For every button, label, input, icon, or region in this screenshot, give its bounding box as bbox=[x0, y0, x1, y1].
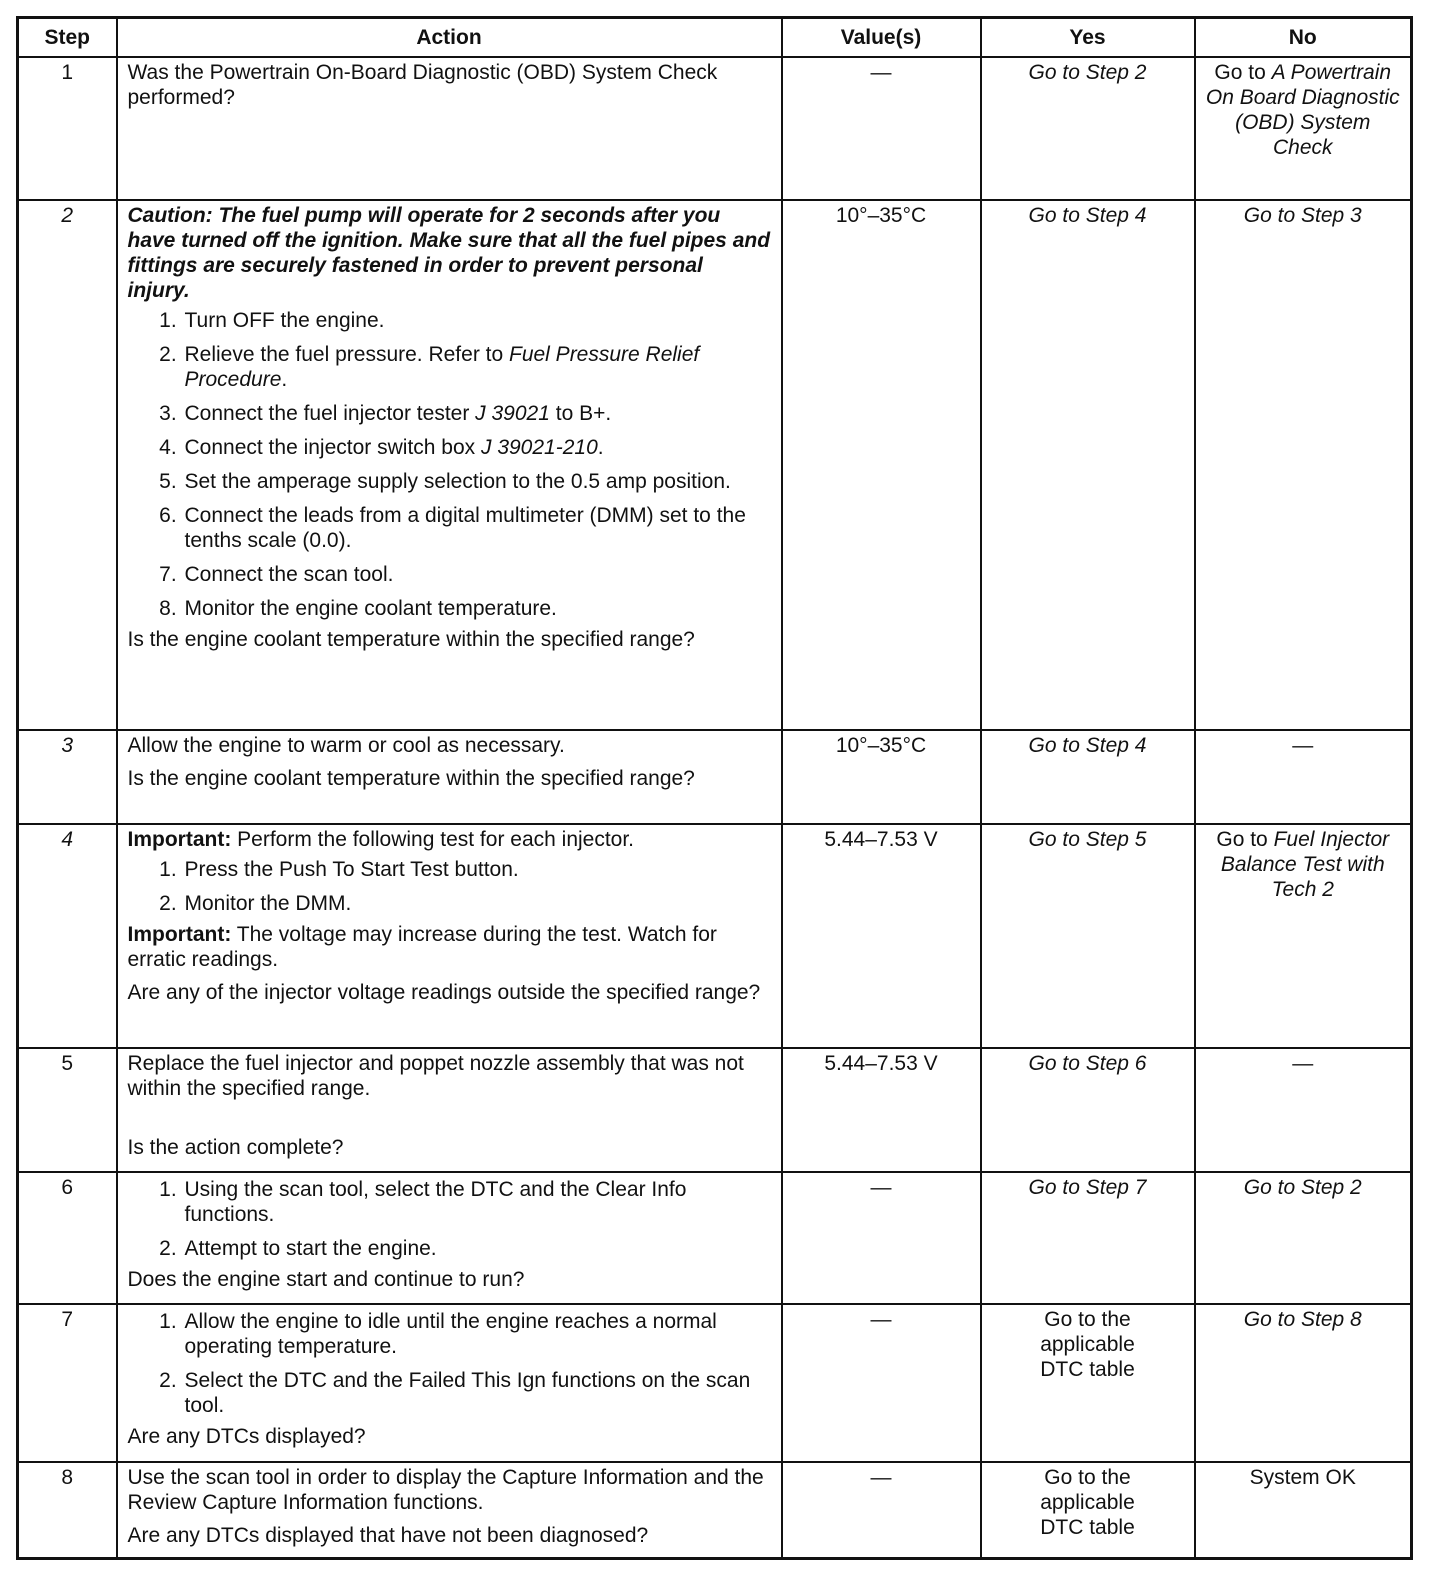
list-item: 5. Set the amperage supply selection to the 0.5 amp position. bbox=[183, 469, 771, 494]
value-cell: — bbox=[782, 1304, 981, 1462]
question-text: Are any DTCs displayed that have not been diagnosed? bbox=[127, 1524, 649, 1547]
step-number: 4 bbox=[18, 824, 117, 1048]
step-number: 6 bbox=[18, 1172, 117, 1304]
action-cell bbox=[117, 1172, 782, 1304]
list-item: 2. Relieve the fuel pressure. Refer to Fuel Pressure Relief Procedure. bbox=[183, 342, 771, 392]
table-row bbox=[18, 1462, 1412, 1558]
procedure-list bbox=[128, 308, 771, 621]
table-row bbox=[18, 1172, 1412, 1304]
header-step: Step bbox=[18, 18, 117, 58]
action-text: Was the Powertrain On-Board Diagnostic (OBD) System Check performed? bbox=[127, 61, 718, 109]
value-cell: — bbox=[782, 57, 981, 200]
no-reference: Fuel Injector Balance Test with Tech 2 bbox=[1220, 828, 1390, 901]
table-row bbox=[18, 824, 1412, 1048]
yes-cell: Go to the applicable DTC table bbox=[981, 1462, 1195, 1558]
step-number: 3 bbox=[18, 730, 117, 824]
procedure-list bbox=[128, 857, 771, 916]
list-item: 7. Connect the scan tool. bbox=[183, 562, 771, 587]
header-action: Action bbox=[117, 18, 782, 58]
step-number: 8 bbox=[18, 1462, 117, 1558]
action-text: Replace the fuel injector and poppet nozzle assembly that was not within the specified range. bbox=[127, 1052, 744, 1100]
yes-cell: Go to Step 5 bbox=[981, 824, 1195, 1048]
action-cell bbox=[117, 1462, 782, 1558]
step-number: 2 bbox=[18, 200, 117, 730]
list-item: 1. Allow the engine to idle until the engine reaches a normal operating temperature. bbox=[183, 1309, 771, 1359]
header-yes: Yes bbox=[981, 18, 1195, 58]
header-row bbox=[18, 18, 1412, 58]
no-cell bbox=[1195, 57, 1412, 200]
caution-text: Caution: The fuel pump will operate for 2 seconds after you have turned off the ignition. Make sure that all the fuel pipes and fittings are securely fastened in order to prevent personal injury. bbox=[127, 204, 771, 302]
header-values: Value(s) bbox=[782, 18, 981, 58]
table-row bbox=[18, 1048, 1412, 1172]
list-item: 2. Attempt to start the engine. bbox=[183, 1236, 771, 1261]
question-text: Are any DTCs displayed? bbox=[127, 1425, 366, 1448]
table-row bbox=[18, 730, 1412, 824]
value-cell: 10°–35°C bbox=[782, 730, 981, 824]
no-reference: A Powertrain On Board Diagnostic (OBD) System Check bbox=[1205, 61, 1400, 159]
important-note: Important: The voltage may increase during the test. Watch for erratic readings. bbox=[127, 923, 717, 971]
action-cell bbox=[117, 57, 782, 200]
action-text: Allow the engine to warm or cool as necessary. bbox=[127, 734, 565, 757]
action-cell bbox=[117, 1304, 782, 1462]
yes-cell: Go to Step 2 bbox=[981, 57, 1195, 200]
header-no: No bbox=[1195, 18, 1412, 58]
action-cell bbox=[117, 824, 782, 1048]
action-text: Use the scan tool in order to display the Capture Information and the Review Capture Information functions. bbox=[127, 1466, 764, 1514]
important-note: Important: Perform the following test for each injector. bbox=[127, 828, 635, 851]
step-number: 5 bbox=[18, 1048, 117, 1172]
list-item: 2. Select the DTC and the Failed This Ign functions on the scan tool. bbox=[183, 1368, 771, 1418]
no-cell: Go to Step 2 bbox=[1195, 1172, 1412, 1304]
list-item: 8. Monitor the engine coolant temperature. bbox=[183, 596, 771, 621]
question-text: Does the engine start and continue to run? bbox=[127, 1268, 525, 1291]
question-text: Is the engine coolant temperature within the specified range? bbox=[127, 767, 695, 790]
yes-cell: Go to Step 4 bbox=[981, 730, 1195, 824]
yes-cell: Go to the applicable DTC table bbox=[981, 1304, 1195, 1462]
action-cell bbox=[117, 200, 782, 730]
yes-cell: Go to Step 4 bbox=[981, 200, 1195, 730]
yes-cell: Go to Step 6 bbox=[981, 1048, 1195, 1172]
list-item: 3. Connect the fuel injector tester J 39021 to B+. bbox=[183, 401, 771, 426]
no-cell: Go to Step 3 bbox=[1195, 200, 1412, 730]
yes-cell: Go to Step 7 bbox=[981, 1172, 1195, 1304]
no-cell: System OK bbox=[1195, 1462, 1412, 1558]
action-cell bbox=[117, 730, 782, 824]
procedure-list bbox=[128, 1177, 771, 1261]
procedure-list bbox=[128, 1309, 771, 1418]
action-cell bbox=[117, 1048, 782, 1172]
no-cell: — bbox=[1195, 1048, 1412, 1172]
question-text: Is the engine coolant temperature within the specified range? bbox=[127, 628, 695, 651]
diagnostic-table bbox=[16, 16, 1413, 1560]
no-prefix: Go to bbox=[1216, 828, 1274, 851]
value-cell: 5.44–7.53 V bbox=[782, 824, 981, 1048]
value-cell: — bbox=[782, 1462, 981, 1558]
question-text: Is the action complete? bbox=[127, 1136, 344, 1159]
question-text: Are any of the injector voltage readings outside the specified range? bbox=[127, 981, 761, 1004]
value-cell: — bbox=[782, 1172, 981, 1304]
no-cell: Go to Step 8 bbox=[1195, 1304, 1412, 1462]
no-prefix: Go to bbox=[1214, 61, 1272, 84]
step-number: 1 bbox=[18, 57, 117, 200]
table-row bbox=[18, 57, 1412, 200]
list-item: 1. Turn OFF the engine. bbox=[183, 308, 771, 333]
value-cell: 5.44–7.53 V bbox=[782, 1048, 981, 1172]
no-cell bbox=[1195, 824, 1412, 1048]
step-number: 7 bbox=[18, 1304, 117, 1462]
list-item: 1. Press the Push To Start Test button. bbox=[183, 857, 771, 882]
list-item: 1. Using the scan tool, select the DTC and the Clear Info functions. bbox=[183, 1177, 771, 1227]
no-cell: — bbox=[1195, 730, 1412, 824]
list-item: 6. Connect the leads from a digital multimeter (DMM) set to the tenths scale (0.0). bbox=[183, 503, 771, 553]
list-item: 2. Monitor the DMM. bbox=[183, 891, 771, 916]
table-row bbox=[18, 200, 1412, 730]
table-row bbox=[18, 1304, 1412, 1462]
list-item: 4. Connect the injector switch box J 39021-210. bbox=[183, 435, 771, 460]
value-cell: 10°–35°C bbox=[782, 200, 981, 730]
